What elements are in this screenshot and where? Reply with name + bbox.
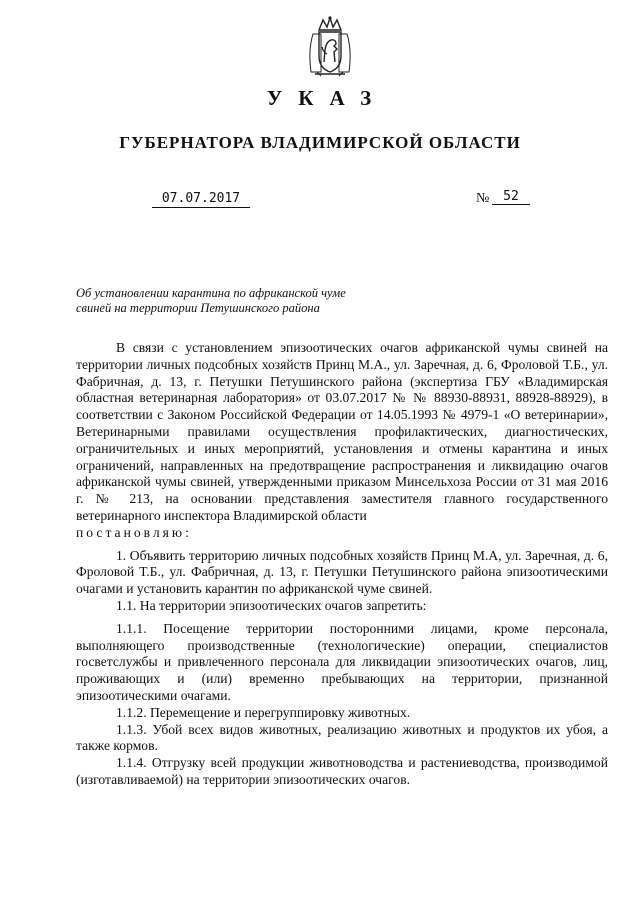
- coat-of-arms-emblem: [305, 16, 355, 78]
- clause-1-1-4: 1.1.4. Отгрузку всей продукции животноводства и растениеводства, производимой (изготавливаемой) на территории эпизоотических очагов.: [76, 755, 608, 787]
- clause-1-1-1: 1.1.1. Посещение территории посторонними лицами, кроме персонала, выполняющего производственные (технологические) операции, специалистов госветслужбы и привлеченного персонала для ликвидации эпизоотических очагов, лиц, проживающих и (или) временно пребывающих на территории, признанной эпизоотическими очагами.: [76, 620, 608, 703]
- preamble-paragraph: В связи с установлением эпизоотических очагов африканской чумы свиней на территории личных подсобных хозяйств Принц М.А., ул. Заречная, д. 6, Фроловой Т.Б., ул. Фабричная, д. 13, г. Петушки Петушинского района (экспертиза ГБУ «Владимирская областная ветеринарная лаборатория» от 03.07.2017 № № 88930-88931, 88928-88929), в соответствии с Законом Российской Федерации от 14.05.1993 № 4979-1 «О ветеринарии», Ветеринарными правилами осуществления профилактических, диагностических, ограничительных и иных мероприятий, установления и отмены карантина и иных ограничений, направленных на предотвращение распространения и ликвидацию очагов африканской чумы свиней, утвержденными приказом Минсельхоза России от 31 мая 2016 г. № 213, на основании представления заместителя главного государственного ветеринарного инспектора Владимирской области: [76, 340, 608, 523]
- decree-date: 07.07.2017: [152, 191, 250, 208]
- clause-1-1-2: 1.1.2. Перемещение и перегруппировку животных.: [116, 704, 411, 720]
- decree-body: [76, 340, 608, 789]
- decree-subject: [76, 286, 376, 316]
- clause-1-1: 1.1. На территории эпизоотических очагов запретить:: [116, 597, 427, 613]
- clause-1: 1. Объявить территорию личных подсобных хозяйств Принц М.А, ул. Заречная, д. 6, Фроловой Т.Б., ул. Фабричная, д. 13, г. Петушки Петушинского района эпизоотическими очагами и установить карантин по африканской чуме свиней.: [76, 547, 608, 597]
- subject-line-2: свиней на территории Петушинского района: [76, 301, 320, 315]
- decree-number: 52: [492, 189, 530, 205]
- decree-operative-word: постановляю:: [76, 524, 192, 540]
- document-title: УКАЗ: [266, 86, 388, 110]
- decree-number-label: №: [476, 191, 490, 206]
- issuing-authority: ГУБЕРНАТОРА ВЛАДИМИРСКОЙ ОБЛАСТИ: [119, 133, 521, 152]
- clause-1-1-3: 1.1.3. Убой всех видов животных, реализацию животных и продуктов их убоя, а также кормов.: [76, 721, 608, 754]
- subject-line-1: Об установлении карантина по африканской чуме: [76, 286, 346, 300]
